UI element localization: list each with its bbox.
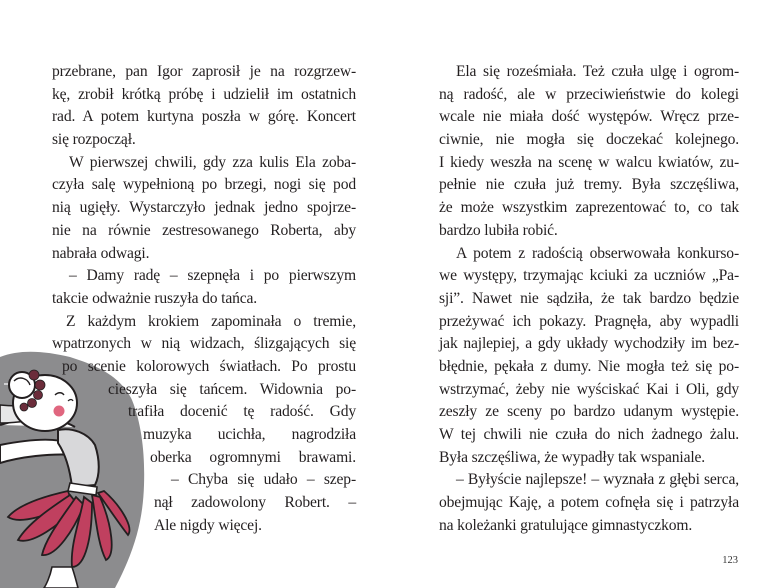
text-line: cieszyła się tańcem. Widownia po-: [108, 380, 356, 398]
text-line: przebrane, pan Igor zaprosił je na rozgrzew-: [52, 63, 356, 80]
text-line: trafiła docenić tę radość. Gdy: [128, 403, 356, 421]
left-text-column: [52, 61, 356, 537]
text-line: Ale nigdy więcej.: [154, 516, 262, 534]
text-line: kę, zrobił krótką próbę i udzielił im ostatnich: [52, 85, 356, 103]
text-line: – Damy radę – szepnęła i po pierwszym: [69, 267, 356, 285]
text-line: ciwnie, nie mogła się doczekać kolejnego.: [439, 131, 739, 149]
text-line: na koleżanki gratulujące gimnastyczkom.: [439, 516, 693, 534]
text-line: po scenie kolorowych światłach. Po prostu: [62, 357, 356, 375]
text-line: wcale nie miała dość występów. Wręcz prze-: [439, 108, 739, 126]
text-line: A potem z radością obserwowała konkurso-: [456, 244, 739, 262]
text-line: wpatrzonych w nią widzach, ślizgających się: [52, 335, 356, 353]
text-line: – Chyba się udało – szep-: [171, 471, 356, 489]
text-line: bardzo lubiła robić.: [439, 221, 558, 239]
text-line: we występy, trzymając kciuki za uczniów „Pa-: [439, 267, 739, 285]
text-line: – Byłyście najlepsze! – wyznała z głębi serca,: [456, 471, 739, 489]
text-line: czyła salę wypełnioną po brzegi, nogi się pod: [52, 176, 356, 194]
text-line: oberka ogromnymi brawami.: [150, 448, 356, 466]
right-text-column: [439, 61, 739, 537]
text-line: Ela się roześmiała. Też czuła ulgę i ogrom-: [456, 63, 739, 80]
text-line: Z każdym krokiem zapominała o tremie,: [66, 312, 356, 330]
text-line: pełnie nie czuła już tremy. Była szczęśliwa,: [439, 176, 739, 194]
text-line: przeżywać ich pokazy. Pragnęła, aby wypadli: [439, 312, 739, 330]
page-number: 123: [722, 555, 738, 566]
right-page: [380, 0, 760, 588]
text-line: rad. A potem kurtyna poszła w górę. Koncert: [52, 108, 356, 126]
text-line: nabrała odwagi.: [52, 244, 150, 262]
text-line: nął zadowolony Robert. –: [154, 494, 356, 512]
text-line: nie na równie zestresowanego Roberta, aby: [52, 221, 356, 239]
text-line: że może wszystkim zaprezentować to, co tak: [439, 199, 739, 217]
text-line: się rozpoczął.: [52, 131, 136, 149]
text-line: sji”. Nawet nie sądziła, że tak bardzo będzie: [439, 289, 739, 307]
text-line: Była szczęśliwa, że wypadły tak wspaniale.: [439, 448, 706, 466]
text-line: ną radość, ale w przeciwieństwie do kolegi: [439, 85, 739, 103]
text-line: nią ugięły. Wystarczyło jednak jedno spojrze-: [52, 199, 356, 217]
text-line: W tej chwili nie czuła do nich żadnego żalu.: [439, 426, 739, 443]
text-line: błędnie, pękała z dumy. Nie mogła też się po-: [439, 357, 739, 375]
text-line: zeszły ze sceny po bardzo udanym występie.: [439, 403, 739, 421]
text-line: jak najlepiej, a gdy układy wychodziły im bez-: [439, 335, 739, 353]
text-line: W pierwszej chwili, gdy zza kulis Ela zoba-: [69, 153, 356, 171]
text-line: I kiedy weszła na scenę w walcu kwiatów, zu-: [439, 153, 739, 171]
text-line: takcie odważnie ruszyła do tańca.: [52, 289, 258, 307]
text-line: obejmując Kaję, a potem cofnęła się i patrzyła: [439, 494, 739, 512]
text-line: muzyka ucichła, nagrodziła: [143, 426, 356, 443]
text-line: wstrzymać, żeby nie wyściskać Kai i Oli, gdy: [439, 380, 739, 398]
